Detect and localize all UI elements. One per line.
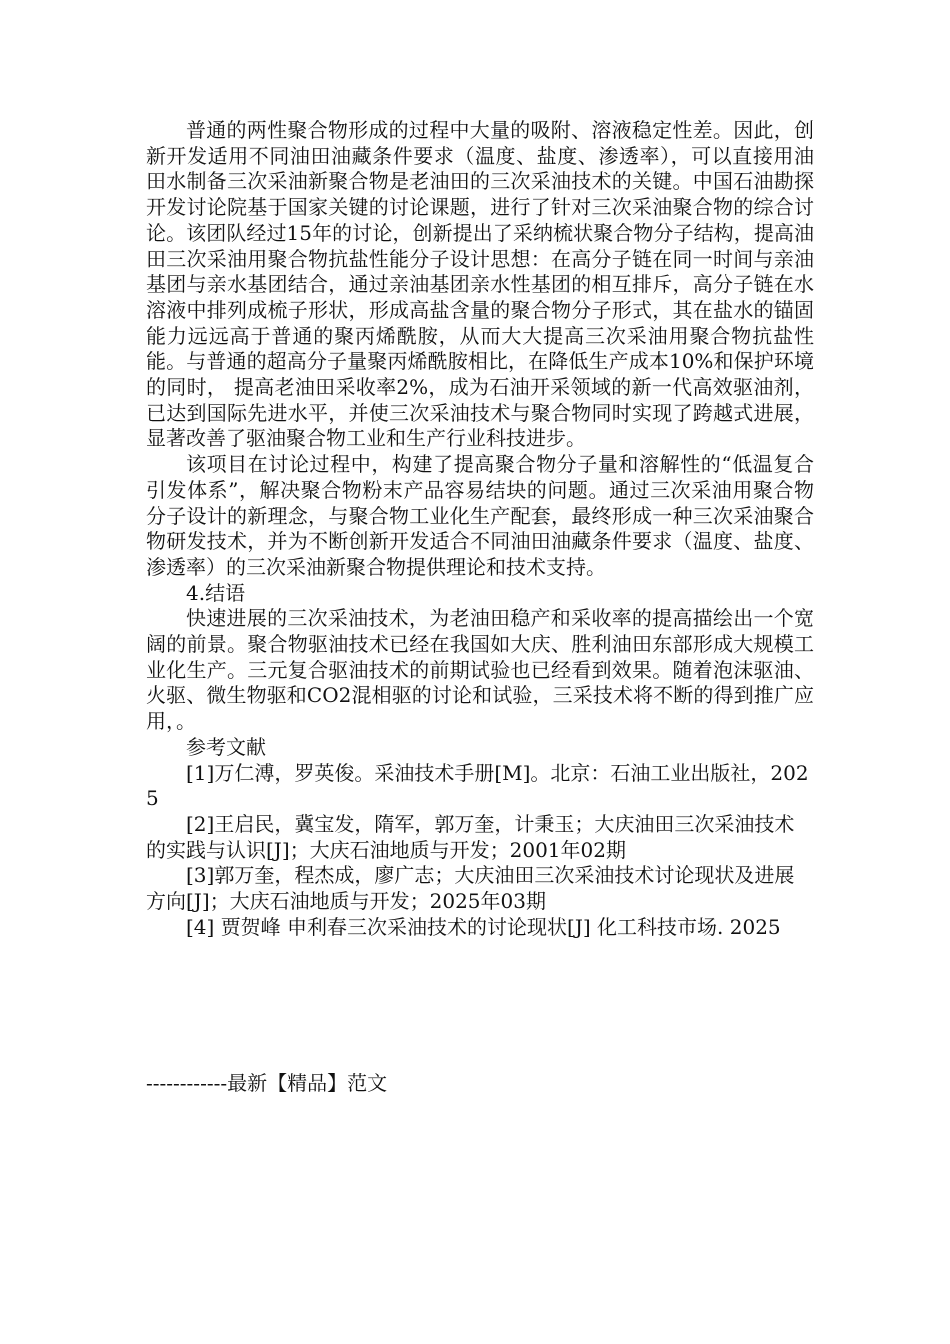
paragraph-conclusion: 快速进展的三次采油技术，为老油田稳产和采收率的提高描绘出一个宽阔的前景。聚合物驱油技术已经在我国如大庆、胜利油田东部形成大规模工业化生产。三元复合驱油技术的前期试验也已经看到效果。随着泡沫驱油、火驱、微生物驱和CO2混相驱的讨论和试验，三采技术将不断的得到推广应用，。	[146, 606, 814, 734]
reference-item-3: [3]郭万奎，程杰成，廖广志；大庆油田三次采油技术讨论现状及进展方向[J]；大庆石油地质与开发；2025年03期	[146, 863, 795, 914]
reference-item-1: [1]万仁溥，罗英俊。采油技术手册[M]。北京：石油工业出版社，2025	[146, 760, 809, 811]
document-body	[146, 118, 814, 941]
paragraph-project-research: 该项目在讨论过程中，构建了提高聚合物分子量和溶解性的“低温复合引发体系”，解决聚合物粉末产品容易结块的问题。通过三次采油用聚合物分子设计的新理念，与聚合物工业化生产配套，最终形成一种三次采油聚合物研发技术，并为不断创新开发适合不同油田油藏条件要求（温度、盐度、渗透率）的三次采油新聚合物提供理论和技术支持。	[146, 452, 814, 579]
references-heading: 参考文献	[186, 734, 266, 759]
footer-tagline: ------------最新【精品】范文	[146, 1071, 388, 1095]
paragraph-polymer-design: 普通的两性聚合物形成的过程中大量的吸附、溶液稳定性差。因此，创新开发适用不同油田油藏条件要求（温度、盐度、渗透率），可以直接用油田水制备三次采油新聚合物是老油田的三次采油技术的关键。中国石油勘探开发讨论院基于国家关键的讨论课题，进行了针对三次采油聚合物的综合讨论。该团队经过15年的讨论，创新提出了采纳梳状聚合物分子结构，提高油田三次采油用聚合物抗盐性能分子设计思想：在高分子链在同一时间与亲油基团与亲水基团结合，通过亲油基团亲水性基团的相互排斥，高分子链在水溶液中排列成梳子形状，形成高盐含量的聚合物分子形式，其在盐水的锚固能力远远高于普通的聚丙烯酰胺，从而大大提高三次采油用聚合物抗盐性能。与普通的超高分子量聚丙烯酰胺相比，在降低生产成本10%和保护环境的同时， 提高老油田采收率2%，成为石油开采领域的新一代高效驱油剂，已达到国际先进水平，并使三次采油技术与聚合物同时实现了跨越式进展，显著改善了驱油聚合物工业和生产行业科技进步。	[146, 118, 814, 451]
section-heading-conclusion: 4.结语	[186, 580, 246, 605]
reference-item-2: [2]王启民，冀宝发，隋军，郭万奎，计秉玉；大庆油田三次采油技术的实践与认识[J]；大庆石油地质与开发；2001年02期	[146, 811, 795, 862]
reference-item-4: [4] 贾贺峰 申利春三次采油技术的讨论现状[J] 化工科技市场. 2025	[186, 914, 781, 939]
